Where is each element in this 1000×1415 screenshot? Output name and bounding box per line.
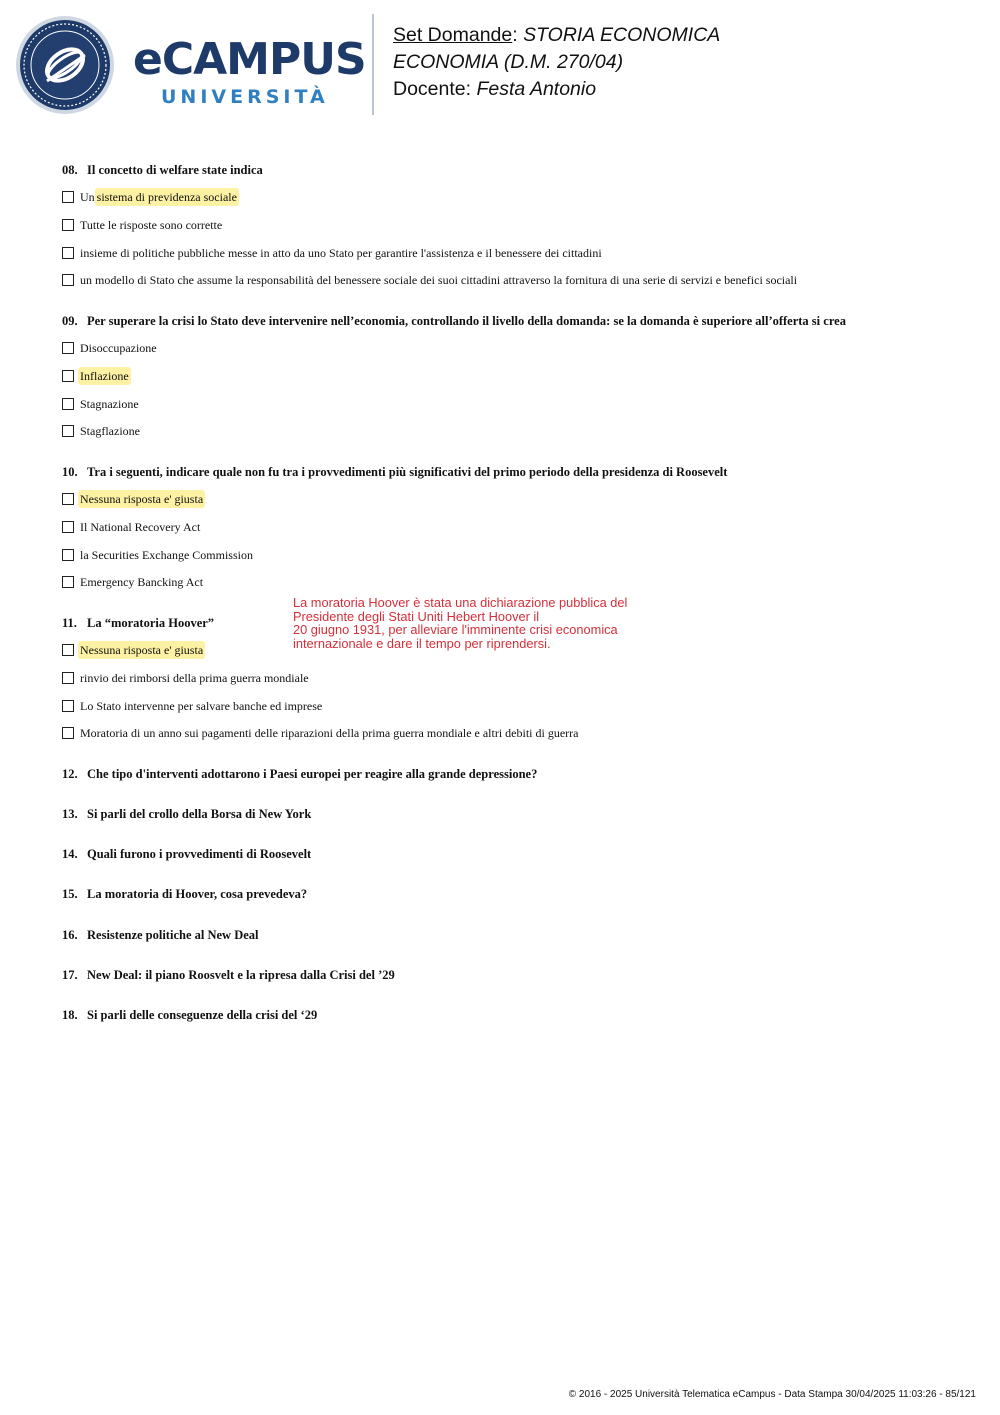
option-text: sistema di previdenza sociale <box>96 190 237 204</box>
option-text: Disoccupazione <box>80 341 157 355</box>
option-08-d[interactable] <box>62 272 799 288</box>
annotation-note <box>293 596 673 650</box>
question-12 <box>62 767 537 782</box>
checkbox[interactable] <box>62 425 74 437</box>
question-text: Resistenze politiche al New Deal <box>87 928 259 942</box>
question-14 <box>62 847 311 862</box>
option-10-a[interactable] <box>62 491 205 507</box>
option-prefix: Un <box>80 190 95 204</box>
set-separator: : <box>512 24 518 46</box>
option-11-c[interactable] <box>62 698 324 714</box>
question-18 <box>62 1008 317 1023</box>
question-number: 10. <box>62 465 78 479</box>
option-09-b[interactable] <box>62 368 131 384</box>
question-number: 18. <box>62 1008 78 1022</box>
question-number: 12. <box>62 767 78 781</box>
checkbox[interactable] <box>62 274 74 286</box>
checkbox[interactable] <box>62 549 74 561</box>
option-11-b[interactable] <box>62 670 311 686</box>
option-09-d[interactable] <box>62 423 142 439</box>
option-text: la Securities Exchange Commission <box>80 548 253 562</box>
option-text: Tutte le risposte sono corrette <box>80 218 223 232</box>
question-number: 17. <box>62 968 78 982</box>
option-10-b[interactable] <box>62 519 202 535</box>
annotation-line: Presidente degli Stati Uniti Hebert Hoover il <box>293 608 540 624</box>
annotation-line: internazionale e dare il tempo per riprendersi. <box>293 635 551 651</box>
question-text: Per superare la crisi lo Stato deve intervenire nell’economia, controllando il livello della domanda: se la domanda è superiore all’offerta si crea <box>87 314 846 328</box>
checkbox[interactable] <box>62 644 74 656</box>
question-13 <box>62 807 311 822</box>
option-10-c[interactable] <box>62 547 255 563</box>
option-text: Moratoria di un anno sui pagamenti delle riparazioni della prima guerra mondiale e altri debiti di guerra <box>80 726 579 740</box>
checkbox[interactable] <box>62 700 74 712</box>
teacher-name: Festa Antonio <box>476 78 597 100</box>
question-text: La “moratoria Hoover” <box>87 616 215 630</box>
question-text: Si parli delle conseguenze della crisi del ‘29 <box>87 1008 318 1022</box>
course-title-line1: STORIA ECONOMICA <box>523 24 721 46</box>
question-text: New Deal: il piano Roosvelt e la ripresa dalla Crisi del ’29 <box>87 968 395 982</box>
option-text: Stagnazione <box>80 397 139 411</box>
question-11 <box>62 616 214 631</box>
question-text: Tra i seguenti, indicare quale non fu tra i provvedimenti più significativi del primo periodo della presidenza di Roosevelt <box>87 465 728 479</box>
option-text: Stagflazione <box>80 424 140 438</box>
checkbox[interactable] <box>62 727 74 739</box>
option-text: Emergency Bancking Act <box>80 575 204 589</box>
question-text: Il concetto di welfare state indica <box>87 163 263 177</box>
checkbox[interactable] <box>62 342 74 354</box>
question-text: Quali furono i provvedimenti di Roosevelt <box>87 847 312 861</box>
question-text: La moratoria di Hoover, cosa prevedeva? <box>87 887 308 901</box>
option-10-d[interactable] <box>62 574 205 590</box>
question-number: 15. <box>62 887 78 901</box>
question-number: 09. <box>62 314 78 328</box>
annotation-line: 20 giugno 1931, per alleviare l'imminente crisi economica <box>293 622 618 637</box>
page-footer: © 2016 - 2025 Università Telematica eCampus - Data Stampa 30/04/2025 11:03:26 - 85/121 <box>568 1389 976 1400</box>
option-text: Inflazione <box>80 369 129 383</box>
header-divider <box>372 14 374 115</box>
option-text: Nessuna risposta e' giusta <box>80 643 204 657</box>
option-text: rinvio dei rimborsi della prima guerra mondiale <box>80 671 309 685</box>
question-number: 16. <box>62 928 78 942</box>
set-label: Set Domande <box>393 24 513 46</box>
checkbox[interactable] <box>62 219 74 231</box>
question-text: Si parli del crollo della Borsa di New York <box>87 807 312 821</box>
option-text: Nessuna risposta e' giusta <box>80 492 204 506</box>
option-11-d[interactable] <box>62 725 581 741</box>
question-text: Che tipo d'interventi adottarono i Paesi europei per reagire alla grande depressione? <box>87 767 538 781</box>
question-17 <box>62 968 395 983</box>
option-08-b[interactable] <box>62 217 224 233</box>
ecampus-seal-logo <box>15 15 115 115</box>
question-number: 14. <box>62 847 78 861</box>
logo-brand: eCAMPUS <box>133 34 366 85</box>
option-11-a[interactable] <box>62 642 205 658</box>
checkbox[interactable] <box>62 191 74 203</box>
question-16 <box>62 928 259 943</box>
option-text: un modello di Stato che assume la responsabilità del benessere sociale dei suoi cittadini attraverso la fornitura di una serie di servizi e benefici sociali <box>80 273 798 287</box>
logo-subbrand: UNIVERSITÀ <box>161 86 329 108</box>
ecampus-wordmark <box>133 34 366 108</box>
checkbox[interactable] <box>62 493 74 505</box>
checkbox[interactable] <box>62 576 74 588</box>
option-09-a[interactable] <box>62 340 159 356</box>
annotation-line: La moratoria Hoover è stata una dichiarazione pubblica del <box>293 595 628 610</box>
option-08-c[interactable] <box>62 245 604 261</box>
question-number: 08. <box>62 163 78 177</box>
header-info <box>393 22 953 103</box>
question-number: 11. <box>62 616 77 630</box>
question-10 <box>62 465 727 480</box>
checkbox[interactable] <box>62 247 74 259</box>
question-09 <box>62 314 846 329</box>
option-text: insieme di politiche pubbliche messe in atto da uno Stato per garantire l'assistenza e il benessere dei cittadini <box>80 246 602 260</box>
checkbox[interactable] <box>62 672 74 684</box>
checkbox[interactable] <box>62 521 74 533</box>
question-number: 13. <box>62 807 78 821</box>
checkbox[interactable] <box>62 370 74 382</box>
option-text: Lo Stato intervenne per salvare banche ed imprese <box>80 699 323 713</box>
question-08 <box>62 163 263 178</box>
checkbox[interactable] <box>62 398 74 410</box>
teacher-label: Docente: <box>393 78 472 100</box>
question-15 <box>62 887 307 902</box>
option-08-a[interactable] <box>62 189 239 205</box>
option-text: Il National Recovery Act <box>80 520 201 534</box>
course-title-line2: ECONOMIA (D.M. 270/04) <box>393 51 624 73</box>
option-09-c[interactable] <box>62 396 141 412</box>
